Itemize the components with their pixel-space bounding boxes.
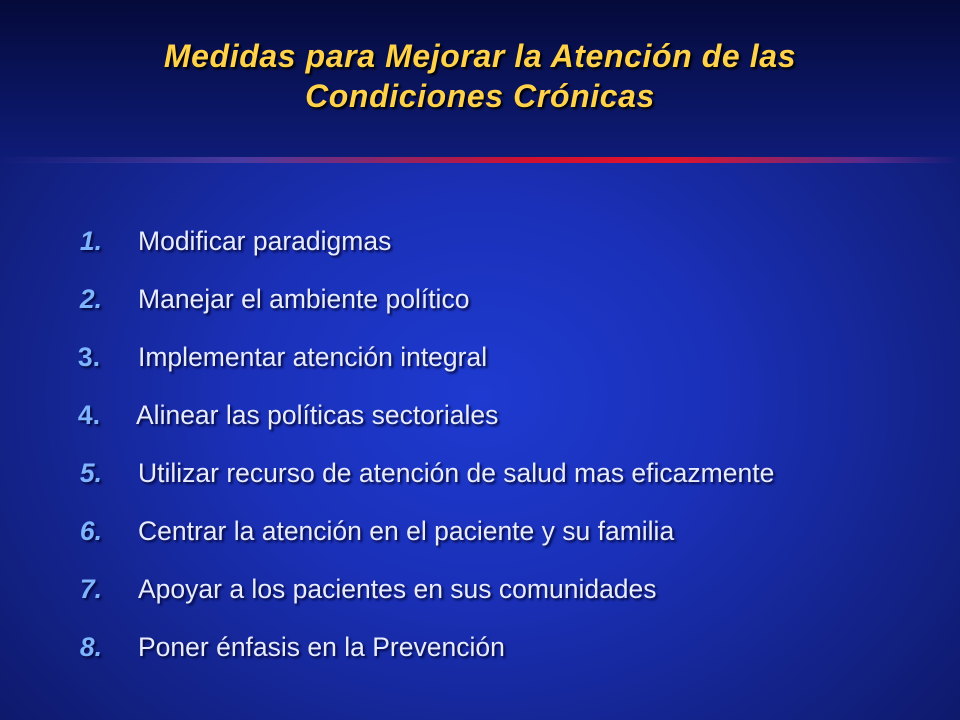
list-item-text: Apoyar a los pacientes en sus comunidades xyxy=(138,574,657,604)
list-item-number: 7. xyxy=(79,574,102,604)
list-item-number: 8. xyxy=(79,632,102,662)
list-item-6 xyxy=(0,516,960,556)
list-item-3 xyxy=(0,342,960,382)
list-item-number: 5. xyxy=(79,458,102,488)
slide-title-line-2: Condiciones Crónicas xyxy=(305,78,655,114)
list-item-8 xyxy=(0,632,960,672)
list-item-5 xyxy=(0,458,960,498)
list-item-text: Alinear las políticas sectoriales xyxy=(136,400,499,430)
list-item-number: 3. xyxy=(77,342,100,372)
list-item-number: 2. xyxy=(79,284,102,314)
list-item-text: Poner énfasis en la Prevención xyxy=(138,632,505,662)
list-item-number: 6. xyxy=(79,516,102,546)
list-item-1 xyxy=(0,226,960,266)
list-item-text: Centrar la atención en el paciente y su familia xyxy=(138,516,675,546)
list-item-number: 1. xyxy=(79,226,102,256)
list-item-7 xyxy=(0,574,960,614)
list-item-number: 4. xyxy=(77,400,100,430)
list-item-2 xyxy=(0,284,960,324)
list-item-text: Implementar atención integral xyxy=(138,342,488,372)
list-item-text: Utilizar recurso de atención de salud mas eficazmente xyxy=(138,458,775,488)
slide-title-line-1: Medidas para Mejorar la Atención de las xyxy=(163,38,797,74)
list-item-4 xyxy=(0,400,960,440)
list-item-text: Manejar el ambiente político xyxy=(138,284,470,314)
list-item-text: Modificar paradigmas xyxy=(138,226,392,256)
